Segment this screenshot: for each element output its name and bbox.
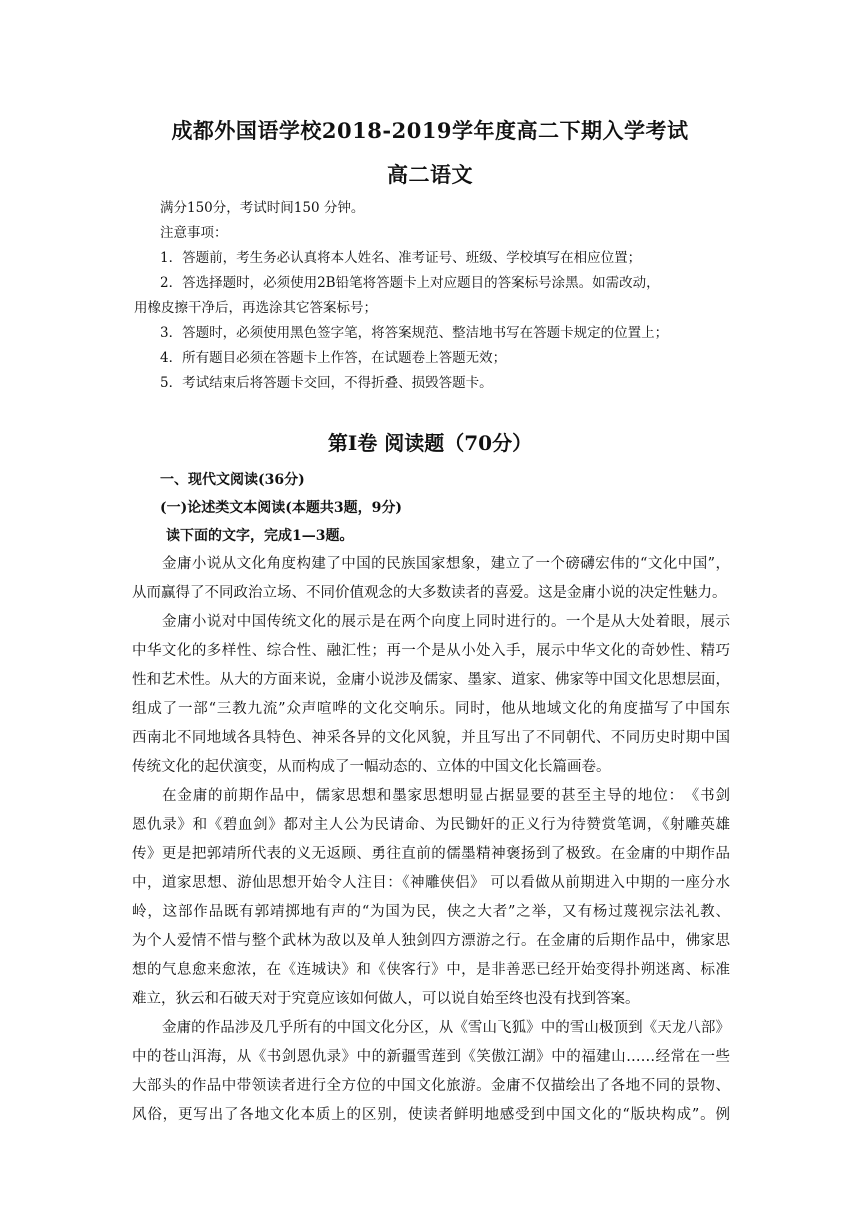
score-time-info: 满分150分，考试时间150 分钟。	[160, 200, 365, 216]
passage-line: 西南北不同地域各具特色、神采各异的文化风貌，并且写出了不同朝代、不同历史时期中国	[132, 730, 730, 746]
passage-line: 金庸小说从文化角度构建了中国的民族国家想象，建立了一个磅礴宏伟的“文化中国”，	[162, 556, 730, 572]
notice-item: 3．答题时，必须使用黑色签字笔，将答案规范、整洁地书写在答题卡规定的位置上；	[160, 325, 669, 341]
notice-item: 2．答选择题时，必须使用2B铅笔将答题卡上对应题目的答案标号涂黑。如需改动，	[160, 275, 660, 291]
passage-line: 从而赢得了不同政治立场、不同价值观念的大多数读者的喜爱。这是金庸小说的决定性魅力。	[132, 585, 727, 601]
passage-line: 岭，这部作品既有郭靖掷地有声的“为国为民，侠之大者”之举，又有杨过蔑视宗法礼教、	[132, 904, 730, 920]
notice-title: 注意事项：	[160, 225, 228, 241]
part-heading: 一、现代文阅读(36分)	[160, 472, 305, 488]
passage-line: 想的气息愈来愈浓，在《连城诀》和《侠客行》中，是非善恶已经开始变得扑朔迷离、标准	[132, 962, 730, 978]
passage-line: 恩仇录》和《碧血剑》都对主人公为民请命、为民锄奸的正义行为待赞赏笔调，《射雕英雄	[132, 817, 730, 833]
passage-line: 组成了一部“三教九流”众声喧哗的文化交响乐。同时，他从地域文化的角度描写了中国东	[132, 701, 730, 717]
passage-line: 中华文化的多样性、综合性、融汇性；再一个是从小处入手，展示中华文化的奇妙性、精巧	[132, 643, 730, 659]
subpart-heading: (一)论述类文本阅读(本题共3题，9分)	[160, 500, 402, 516]
exam-title: 成都外国语学校2018-2019学年度高二下期入学考试	[171, 118, 689, 143]
passage-line: 金庸小说对中国传统文化的展示是在两个向度上同时进行的。一个是从大处着眼，展示	[162, 614, 730, 630]
passage-line: 在金庸的前期作品中，儒家思想和墨家思想明显占据显要的甚至主导的地位： 《书剑	[162, 788, 730, 804]
passage-line: 性和艺术性。从大的方面来说，金庸小说涉及儒家、墨家、道家、佛家等中国文化思想层面，	[132, 672, 730, 688]
notice-item: 4．所有题目必须在答题卡上作答，在试题卷上答题无效；	[160, 350, 507, 366]
passage-line: 传统文化的起伏演变，从而构成了一幅动态的、立体的中国文化长篇画卷。	[132, 759, 611, 775]
passage-line: 中的苍山洱海，从《书剑恩仇录》中的新疆雪莲到《笑傲江湖》中的福建山……经常在一些	[132, 1049, 730, 1065]
passage-line: 金庸的作品涉及几乎所有的中国文化分区，从《雪山飞狐》中的雪山极顶到《天龙八部》	[162, 1020, 730, 1036]
notice-item: 用橡皮擦干净后，再选涂其它答案标号；	[134, 300, 377, 316]
reading-instruction: 读下面的文字，完成1—3题。	[166, 528, 354, 544]
exam-subject: 高二语文	[387, 162, 473, 187]
passage-line: 难立，狄云和石破天对于究竟应该如何做人，可以说自始至终也没有找到答案。	[132, 991, 640, 1007]
passage-line: 大部头的作品中带领读者进行全方位的中国文化旅游。金庸不仅描绘出了各地不同的景物、	[132, 1078, 730, 1094]
notice-item: 5．考试结束后将答题卡交回，不得折叠、损毁答题卡。	[160, 375, 493, 391]
passage-line: 传》更是把郭靖所代表的义无返顾、勇往直前的儒墨精神褒扬到了极致。在金庸的中期作品	[132, 846, 730, 862]
passage-line: 为个人爱情不惜与整个武林为敌以及单人独剑四方漂游之行。在金庸的后期作品中，佛家思	[132, 933, 730, 949]
passage-line: 风俗，更写出了各地文化本质上的区别，使读者鲜明地感受到中国文化的“版块构成”。例	[132, 1107, 730, 1123]
section-title: 第Ⅰ卷 阅读题（70分）	[327, 431, 533, 455]
passage-line: 中，道家思想、游仙思想开始令人注目：《神雕侠侣》 可以看做从前期进入中期的一座分水	[132, 875, 730, 891]
notice-item: 1．答题前，考生务必认真将本人姓名、准考证号、班级、学校填写在相应位置；	[160, 250, 642, 266]
